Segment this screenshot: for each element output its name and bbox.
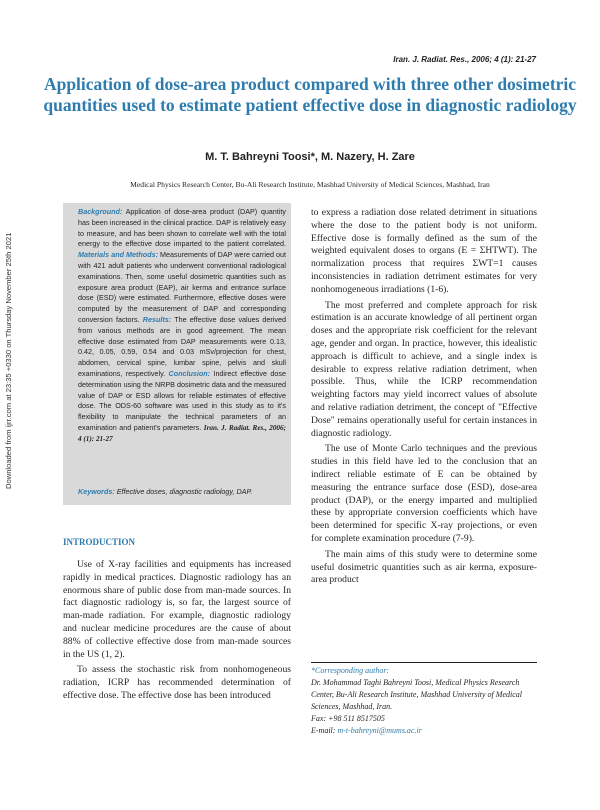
correspondence-email-row <box>311 725 537 737</box>
email-label: E-mail: <box>311 726 336 735</box>
email-link[interactable]: m-t-bahreyni@mums.ac.ir <box>337 726 422 735</box>
download-watermark: Downloaded from ijrr.com at 23:35 +0330 on Thursday November 25th 2021 <box>4 232 13 489</box>
methods-label: Materials and Methods: <box>78 250 158 260</box>
paragraph: to express a radiation dose related detriment in situations where the dose to the patient body is not uniform. Effective dose is formally defined as the sum of the weighted equivalent doses to organs (E = ΣHTWT). The normalization process that requires ΣWT=1 causes inconsistencies in radiation detriment estimates for very nonhomogeneous irradiations (1-6). <box>311 207 537 295</box>
methods-text: Measurements of DAP were carried out with 421 adult patients who underwent conventional radiological examinations. Then, some useful dosimetric quantities such as exposure area product (EAP), air kerma and entrance surface dose (ESD) were estimated. Furthermore, effective doses were computed by the measurement of DAP and corresponding conversion factors. <box>78 250 287 324</box>
paragraph: The use of Monte Carlo techniques and the previous studies in this field have led to the conclusion that an indirect reliable estimate of E can be obtained by measuring the entrance surface dose (ESD), dose-area product (DAP), or the energy imparted and multiplied these by appropriate conversion coefficients which have been determined for specific X-ray projections, or even for complete examination procedure (7-9). <box>311 443 537 544</box>
abstract-citation: Iran. J. Radiat. Res., 2006; 4 (1): 21-27 <box>78 423 287 443</box>
background-text: Application of dose-area product (DAP) quantity has been increased in the clinical practice. DAP is relatively easy to measure, and has been shown to correlate well with the total energy to the effective dose imparted to the patient correlated. <box>78 207 286 249</box>
paper-title: Application of dose-area product compared with three other dosimetric quantities used to estimate patient effective dose in diagnostic radiology <box>43 74 577 115</box>
affiliation: Medical Physics Research Center, Bu-Ali Research Institute, Mashhad University of Medical Sciences, Mashhad, Iran <box>130 180 490 189</box>
keywords-label: Keywords: <box>78 487 115 496</box>
footnote-divider <box>311 662 537 663</box>
abstract <box>78 207 286 445</box>
correspondence-heading: *Corresponding author: <box>311 666 390 675</box>
correspondence <box>311 665 537 737</box>
keywords-text: Effective doses, diagnostic radiology, DAP. <box>114 487 253 496</box>
paragraph: Use of X-ray facilities and equipments has increased rapidly in medical practices. Diagnostic radiology has an enormous share of public dose from man-made sources. In fact diagnostic radiology is, so far, the largest source of man-made radiation. For example, diagnostic radiology and nuclear medicine procedures are the cause of about 88% of collective effective dose from man-made sources in the US (1, 2). <box>63 559 291 660</box>
results-label: Results: <box>142 314 172 324</box>
results-text: The effective dose values derived from various methods are in good agreement. The mean effective dose estimated from DAP measurements were 0.13, 0.42, 0.05, 0.59, 0.54 and 0.03 mSv/projection for chest, abdomen, cervical spine, lumbar spine, pelvis and skull examinations, respectively. <box>78 314 287 378</box>
conclusion-label: Conclusion: <box>168 368 211 378</box>
conclusion-text: Indirect effective dose determination using the NRPB dosimetric data and the measured value of DAP or ESD allows for reliable estimates of effective dose. The ODS-60 software was used in this study as to it's flexibility to manipulate the technical parameters of an examination and patient's parameters. <box>78 368 286 432</box>
journal-reference: Iran. J. Radiat. Res., 2006; 4 (1): 21-27 <box>393 55 536 64</box>
paragraph: The main aims of this study were to determine some useful dosimetric quantities such as air kerma, exposure-area product <box>311 548 537 586</box>
paragraph: To assess the stochastic risk from nonhomogeneous radiation, ICRP has recommended determination of effective dose. The effective dose has been introduced <box>63 664 291 701</box>
correspondence-fax: Fax: +98 511 8517505 <box>311 714 385 723</box>
keywords <box>78 487 288 496</box>
background-label: Background: <box>78 207 123 216</box>
correspondence-address: Dr. Mohammad Taghi Bahreyni Toosi, Medical Physics Research Center, Bu-Ali Research Institute, Mashhad University of Medical Sciences, Mashhad, Iran. <box>311 678 522 711</box>
introduction-heading: INTRODUCTION <box>63 537 136 547</box>
right-column <box>311 207 537 590</box>
left-column <box>63 559 291 706</box>
author-list: M. T. Bahreyni Toosi*, M. Nazery, H. Zare <box>205 151 415 163</box>
paragraph: The most preferred and complete approach for risk estimation is an accurate knowledge of all pertinent organ doses and the appropriate risk coefficient for the relevant age, gender and organ. In practice, however, this idealistic approach is difficult to achieve, and a single index is desirable to express relative radiation detriment, when possible. Thus, while the ICRP recommendation weighting factors may yield incorrect values of absolute and relative radiation detriment, the concept of "Effective Dose" remains operationally useful for certain instances in diagnostic radiology. <box>311 299 537 439</box>
